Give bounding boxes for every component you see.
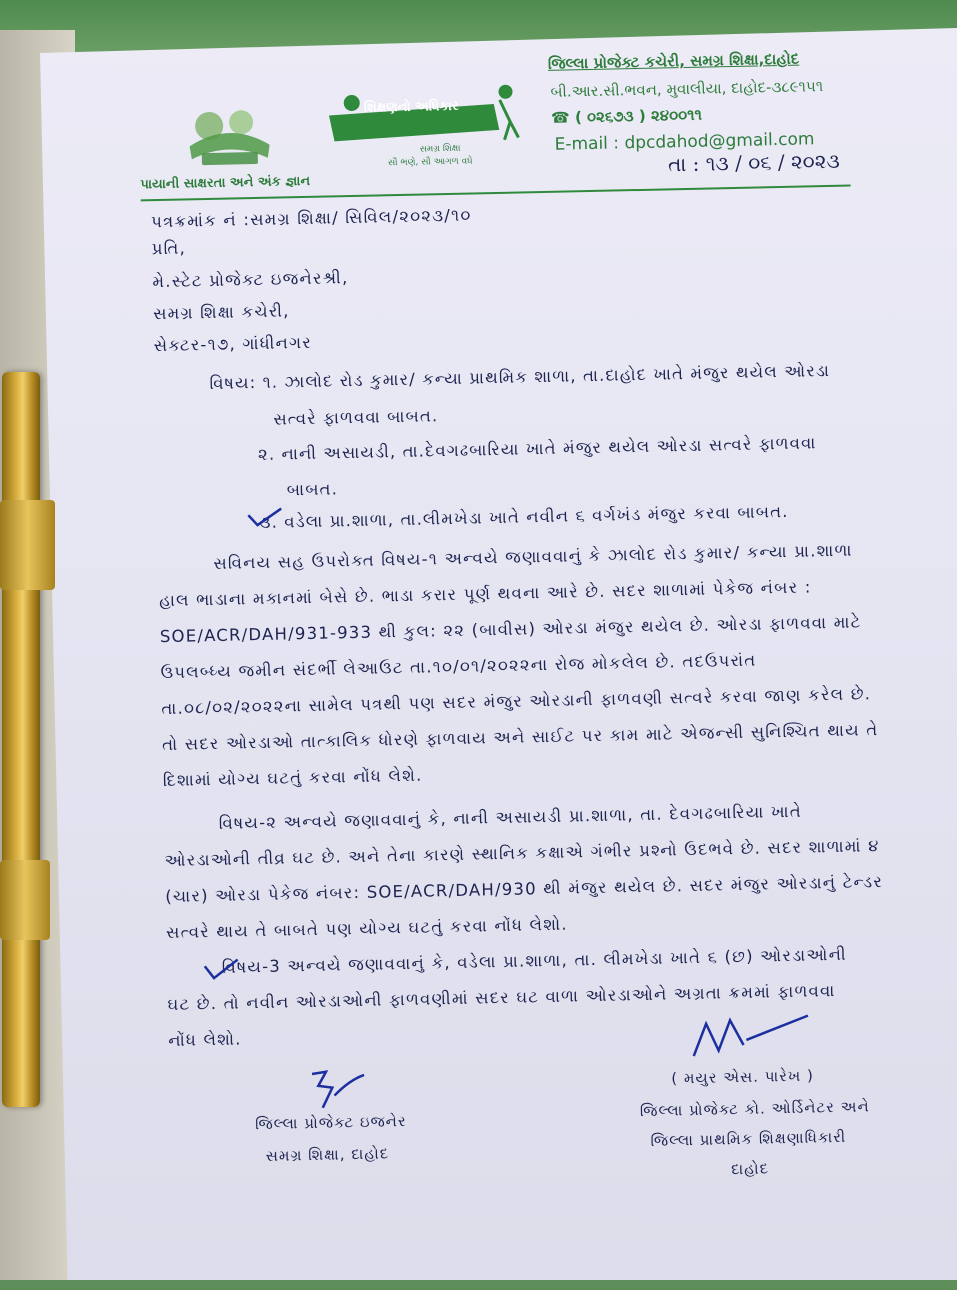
signatory-place: દાહોદ <box>730 1159 770 1179</box>
para1-line-7: દિશામાં યોગ્ય ઘટતું કરવા નોંધ લેશે. <box>162 765 423 791</box>
rte-logo-sub2: સૌ ભણે, સૌ આગળ વધે <box>387 156 473 169</box>
signatory-designation-2: જિલ્લા પ્રાથમિક શિક્ષણાધિકારી <box>650 1127 847 1150</box>
addressee-line-1: મે.સ્ટેટ પ્રોજેક્ટ ઇજનેરશ્રી, <box>152 268 349 292</box>
para3-line-1: વિષય-3 અન્વયે જણાવવાનું કે, વડેલા પ્રા.શાળા, તા. લીમખેડા ખાતે ૬ (છ) ઓરડાઓની <box>221 944 847 977</box>
subject-line-1: વિષય: ૧. ઝાલોદ રોડ કુમાર/ કન્યા પ્રાથમિક શાળા, તા.દાહોદ ખાતે મંજુર થયેલ ઓરડા <box>209 361 831 394</box>
engineer-office: સમગ્ર શિક્ષા, દાહોદ <box>265 1144 390 1166</box>
para1-line-2: હાલ ભાડાના મકાનમાં બેસે છે. ભાડા કરાર પૂર્ણ થવના આરે છે. સદર શાળામાં પેકેજ નંબર : <box>158 577 812 611</box>
rte-logo-sub1: સમગ્ર શિક્ષા <box>419 143 461 155</box>
signatory-designation-1: જિલ્લા પ્રોજેક્ટ કો. ઓર્ડિનેટર અને <box>639 1097 870 1121</box>
para1-line-3: SOE/ACR/DAH/931-933 થી કુલ: ૨૨ (બાવીસ) ઓરડા મંજુર થયેલ છે. ઓરડા ફાળવવા માટે <box>159 612 862 647</box>
check-mark-icon <box>245 504 285 529</box>
signature-left-icon <box>304 1065 375 1116</box>
para3-line-2: ઘટ છે. તો નવીન ઓરડાઓની ફાળવણીમાં સદર ઘટ વાળા ઓરડાઓને અગ્રતા ક્રમમાં ફાળવવા <box>167 981 836 1015</box>
office-email: E-mail : dpcdahod@gmail.com <box>554 129 815 155</box>
para2-line-2: ઓરડાઓની તીવ્ર ઘટ છે. અને તેના કારણે સ્થાનિક કક્ષાએ ગંભીર પ્રશ્નો ઉદભવે છે. સદર શાળામાં ૪ <box>164 836 880 871</box>
office-name: જિલ્લા પ્રોજેક્ટ કચેરી, સમગ્ર શિક્ષા,દાહોદ <box>547 49 800 73</box>
para3-line-3: નોંધ લેશો. <box>168 1029 242 1051</box>
subject-line-5: ૩. વડેલા પ્રા.શાળા, તા.લીમખેડા ખાતે નવીન ૬ વર્ગખંડ મંજુર કરવા બાબત. <box>259 501 789 533</box>
office-address: બી.આર.સી.ભવન, મુવાલીયા, દાહોદ-૩૮૯૧૫૧ <box>550 77 824 101</box>
para1-line-6: તો સદર ઓરડાઓ તાત્કાલિક ધોરણે ફાળવાય અને સાઈટ પર કામ માટે એજન્સી સુનિશ્ચિત થાય તે <box>161 720 879 755</box>
to-label: પ્રતિ, <box>151 238 187 259</box>
engineer-designation: જિલ્લા પ્રોજેક્ટ ઇજનેર <box>254 1112 407 1134</box>
signatory-name: ( મયુર એસ. પારેખ ) <box>671 1066 815 1088</box>
letter-date: તા : ૧૩ / ૦૬ / ૨૦૨૩ <box>667 148 841 177</box>
subject-line-4: બાબત. <box>286 479 339 500</box>
para1-line-4: ઉપલબ્ધ્ય જમીન સંદર્ભી લેઆઉટ તા.૧૦/૦૧/૨૦૨૨ના રોજ મોકલેલ છે. તદઉપરાંત <box>160 650 757 683</box>
literacy-logo-icon <box>179 100 280 172</box>
signature-right-icon <box>688 1003 819 1066</box>
para2-line-1: વિષય-૨ અન્વયે જણાવવાનું કે, નાની અસાયડી પ્રા.શાળા, તા. દેવગઢબારિયા ખાતે <box>218 801 803 833</box>
addressee-line-3: સેક્ટર-૧૭, ગાંધીનગર <box>153 332 313 356</box>
para1-line-5: તા.૦૮/૦૨/૨૦૨૨ના સામેલ પત્રથી પણ સદર મંજુર ઓરડાની ફાળવણી સત્વરે કરવા જાણ કરેલ છે. <box>161 684 872 719</box>
check-mark-icon <box>202 955 243 982</box>
para1-line-1: સવિનય સહ ઉપરોક્ત વિષય-૧ અન્વયે જણાવવાનું કે ઝાલોદ રોડ કુમાર/ કન્યા પ્રા.શાળા <box>213 540 853 573</box>
subject-line-2: સત્વરે ફાળવવા બાબત. <box>273 406 439 429</box>
para2-line-4: સત્વરે થાય તે બાબતે પણ યોગ્ય ઘટતું કરવા નોંધ લેશો. <box>165 914 568 943</box>
rte-logo-title: શિક્ષણનો અધિકાર <box>363 98 459 116</box>
reference-number: પત્રક્રમાંક નં :સમગ્ર શિક્ષા/ સિવિલ/૨૦૨૩/૧૦ <box>150 205 472 232</box>
subject-line-3: ૨. નાની અસાયડી, તા.દેવગઢબારિયા ખાતે મંજુર થયેલ ઓરડા સત્વરે ફાળવવા <box>257 433 817 465</box>
office-phone: ☎ ( ૦૨૬૭૩ ) ૨૪૦૦૧૧ <box>550 105 703 127</box>
literacy-logo-caption: પાયાની સાક્ષરતા અને અંક જ્ઞાન <box>140 173 311 193</box>
addressee-line-2: સમગ્ર શિક્ષા કચેરી, <box>152 301 290 324</box>
para2-line-3: (ચાર) ઓરડા પેકેજ નંબર: SOE/ACR/DAH/930 થી મંજુર થયેલ છે. સદર મંજુર ઓરડાનું ટેન્ડર <box>165 872 884 907</box>
